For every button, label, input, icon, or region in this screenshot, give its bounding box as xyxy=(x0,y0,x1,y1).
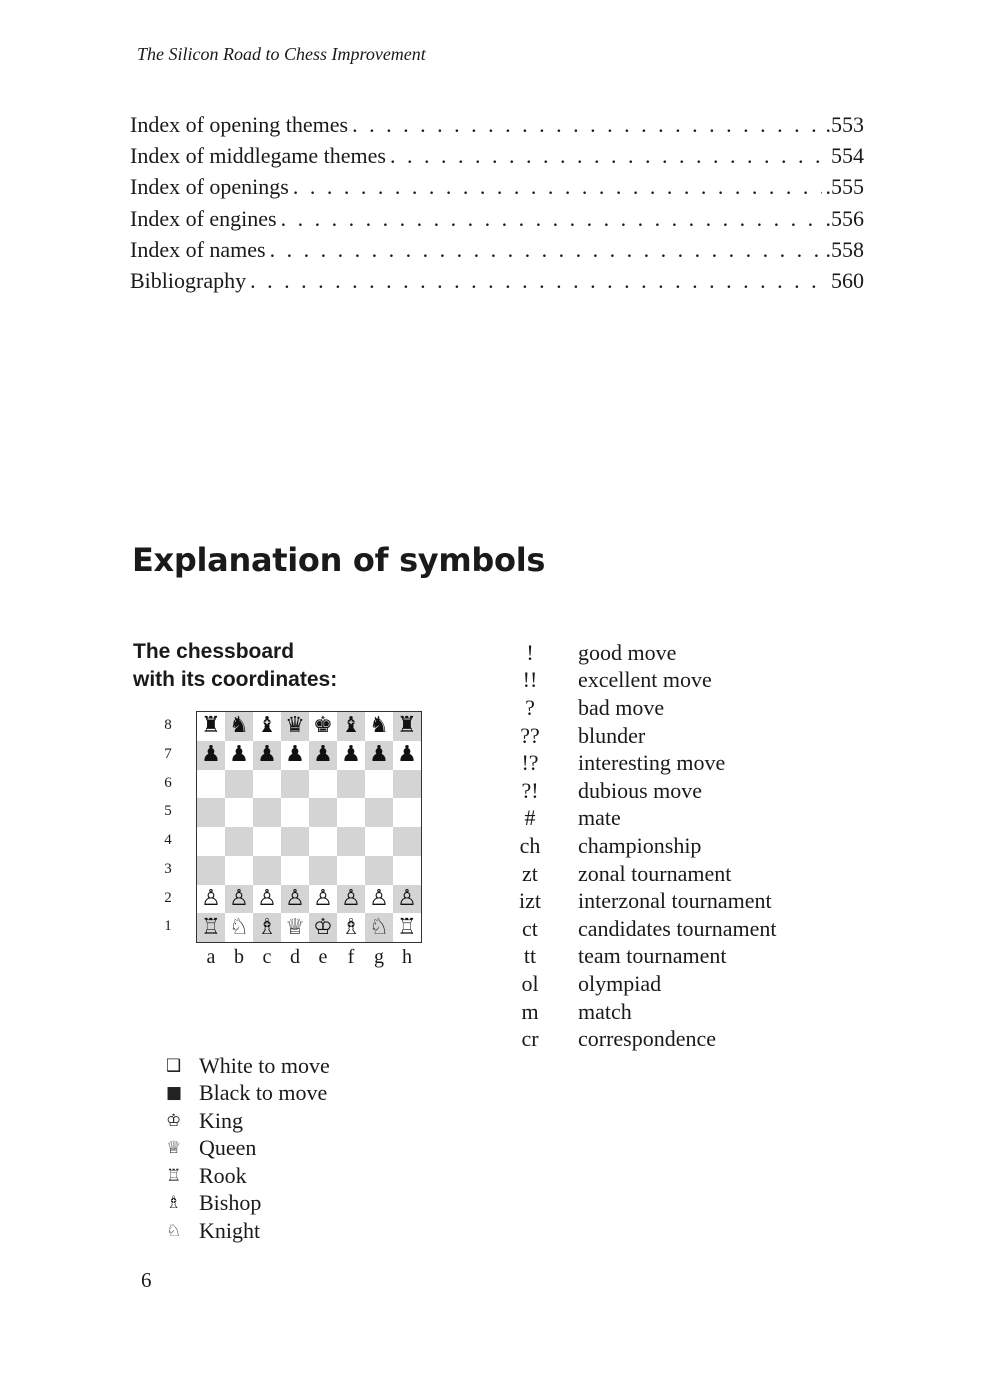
board-square: ♙ xyxy=(281,885,309,914)
toc-entry-page: .555 xyxy=(825,174,864,200)
board-square xyxy=(253,798,281,827)
board-square: ♙ xyxy=(393,885,421,914)
toc-leader-dots xyxy=(293,174,822,200)
rank-label: 2 xyxy=(164,889,172,906)
symbol-meaning: bad move xyxy=(578,694,665,720)
bishop-icon: ♗ xyxy=(166,1193,182,1214)
board-square: ♟ xyxy=(341,742,361,768)
board-square xyxy=(393,827,421,856)
toc-entry-page: 554 xyxy=(831,143,864,169)
symbol-code: ch xyxy=(519,832,541,858)
rank-label: 5 xyxy=(164,803,172,820)
symbol-row xyxy=(506,915,777,943)
board-square xyxy=(309,798,337,827)
symbol-meaning: team tournament xyxy=(578,943,727,969)
file-label: c xyxy=(262,946,272,968)
board-square xyxy=(337,856,365,885)
board-square: ♙ xyxy=(313,885,333,911)
board-square xyxy=(281,827,309,856)
board-square xyxy=(337,827,365,856)
board-caption-line: The chessboard xyxy=(133,640,295,663)
legend-item xyxy=(166,1135,330,1163)
symbol-row xyxy=(506,832,777,860)
board-square: ♙ xyxy=(369,885,389,911)
symbol-code: ct xyxy=(522,915,538,941)
board-square: ♕ xyxy=(285,914,305,940)
symbol-code: izt xyxy=(519,888,541,914)
table-of-contents xyxy=(130,112,864,299)
rank-label: 7 xyxy=(164,745,172,762)
toc-entry-page: .558 xyxy=(825,236,864,262)
symbol-meaning: candidates tournament xyxy=(578,915,777,941)
toc-entry xyxy=(130,237,864,268)
symbol-code: tt xyxy=(523,943,537,969)
file-label: g xyxy=(374,946,384,968)
symbol-meaning: dubious move xyxy=(578,777,703,803)
file-label: d xyxy=(290,946,300,968)
board-square xyxy=(281,856,309,885)
symbol-code: ?! xyxy=(521,777,539,803)
rank-label: 4 xyxy=(164,832,172,848)
board-square xyxy=(253,827,281,856)
board-square xyxy=(365,827,393,856)
symbol-code: zt xyxy=(522,860,538,886)
symbol-code: ? xyxy=(525,694,535,720)
symbol-row xyxy=(506,943,777,971)
board-square xyxy=(365,770,393,799)
symbol-row xyxy=(506,860,777,888)
symbol-row xyxy=(506,970,777,998)
toc-entry-label: Index of middlegame themes xyxy=(130,143,386,169)
toc-entry-label: Index of engines xyxy=(130,205,277,231)
board-square: ♝ xyxy=(257,713,277,739)
rank-label: 1 xyxy=(164,918,172,935)
symbol-row xyxy=(506,998,777,1026)
board-caption xyxy=(133,638,337,694)
symbol-table xyxy=(506,639,777,1053)
board-square: ♗ xyxy=(341,914,361,940)
symbol-row xyxy=(506,667,777,695)
king-icon: ♔ xyxy=(166,1110,182,1131)
board-square: ♔ xyxy=(309,913,337,942)
board-square: ♘ xyxy=(365,913,393,942)
board-square: ♟ xyxy=(365,741,393,770)
board-square xyxy=(225,827,253,856)
symbol-code: m xyxy=(521,998,539,1024)
toc-entry-page: .553 xyxy=(825,112,864,137)
symbol-meaning: championship xyxy=(578,832,702,858)
board-square xyxy=(225,798,253,827)
board-square: ♙ xyxy=(337,885,365,914)
legend-label: Queen xyxy=(199,1135,257,1161)
toc-entry-label: Bibliography xyxy=(130,267,247,293)
rook-icon: ♖ xyxy=(166,1165,182,1186)
legend-label: Rook xyxy=(199,1162,247,1188)
board-square: ♙ xyxy=(257,885,277,911)
board-square: ♟ xyxy=(229,742,249,768)
legend-item xyxy=(166,1052,330,1080)
legend-item xyxy=(166,1217,330,1245)
board-square: ♗ xyxy=(253,913,281,942)
board-square xyxy=(281,798,309,827)
board-square: ♖ xyxy=(397,914,417,940)
rank-label: 8 xyxy=(164,717,172,733)
legend-item xyxy=(166,1107,330,1135)
symbol-row xyxy=(506,694,777,722)
board-square: ♜ xyxy=(201,713,221,739)
symbol-meaning: match xyxy=(578,998,632,1024)
board-square xyxy=(197,827,225,856)
legend-label: Black to move xyxy=(199,1080,328,1106)
toc-entry-label: Index of openings xyxy=(130,174,289,200)
symbol-meaning: olympiad xyxy=(578,970,662,996)
symbol-code: ol xyxy=(521,970,539,996)
symbol-meaning: zonal tournament xyxy=(578,860,732,886)
legend-label: White to move xyxy=(199,1052,330,1078)
toc-entry xyxy=(130,143,864,174)
symbol-row xyxy=(506,805,777,833)
board-square: ♞ xyxy=(369,713,389,739)
toc-entry xyxy=(130,112,864,143)
board-square xyxy=(197,798,225,827)
board-square: ♞ xyxy=(225,712,253,741)
legend-label: King xyxy=(199,1107,243,1133)
board-square xyxy=(253,856,281,885)
board-square: ♖ xyxy=(197,913,225,942)
symbol-code: # xyxy=(524,805,536,831)
symbol-meaning: interesting move xyxy=(578,750,726,776)
board-square: ♟ xyxy=(397,742,417,768)
board-square: ♛ xyxy=(281,712,309,741)
symbol-row xyxy=(506,722,777,750)
file-label: a xyxy=(206,946,216,968)
board-square: ♙ xyxy=(201,885,221,911)
legend-item xyxy=(166,1080,330,1108)
board-caption-line: with its coordinates: xyxy=(133,668,338,691)
board-square xyxy=(253,770,281,799)
symbol-code: !! xyxy=(522,667,538,693)
board-square xyxy=(393,798,421,827)
board-square: ♙ xyxy=(225,885,253,914)
board-square xyxy=(225,856,253,885)
symbol-code: !? xyxy=(521,750,539,776)
page-number: 6 xyxy=(141,1268,152,1292)
board-square xyxy=(365,856,393,885)
toc-entry-label: Index of opening themes xyxy=(130,112,349,137)
toc-leader-dots xyxy=(352,112,821,138)
toc-entry xyxy=(130,174,864,205)
board-square xyxy=(309,770,337,799)
white-square-icon: ❑ xyxy=(166,1055,182,1076)
board-square: ♟ xyxy=(285,742,305,768)
board-square xyxy=(197,770,225,799)
symbol-meaning: excellent move xyxy=(578,667,712,693)
board-square: ♘ xyxy=(229,914,249,940)
legend-label: Knight xyxy=(199,1217,261,1243)
symbol-meaning: good move xyxy=(578,639,677,665)
board-square: ♟ xyxy=(197,741,225,770)
symbol-code: ! xyxy=(526,639,534,665)
piece-legend xyxy=(166,1052,330,1245)
symbol-row xyxy=(506,749,777,777)
symbol-row xyxy=(506,639,777,667)
section-title: Explanation of symbols xyxy=(132,541,546,579)
black-square-icon: ■ xyxy=(166,1083,183,1104)
board-square xyxy=(337,798,365,827)
toc-entry-page: .556 xyxy=(825,205,864,231)
symbol-meaning: blunder xyxy=(578,722,646,748)
knight-icon: ♘ xyxy=(166,1220,182,1241)
board-square xyxy=(281,770,309,799)
symbol-meaning: mate xyxy=(578,805,621,831)
board-square xyxy=(393,770,421,799)
toc-leader-dots xyxy=(250,268,827,294)
toc-entry-page: 560 xyxy=(831,267,864,293)
board-square: ♟ xyxy=(309,741,337,770)
toc-entry-label: Index of names xyxy=(130,236,266,262)
rank-label: 6 xyxy=(164,774,172,791)
board-square xyxy=(393,856,421,885)
board-square: ♚ xyxy=(313,713,333,739)
board-square: ♝ xyxy=(337,712,365,741)
board-square xyxy=(337,770,365,799)
board-square xyxy=(309,827,337,856)
symbol-row xyxy=(506,887,777,915)
symbol-row xyxy=(506,777,777,805)
board-square xyxy=(309,856,337,885)
running-head: The Silicon Road to Chess Improvement xyxy=(137,44,426,64)
symbol-code: ?? xyxy=(520,722,540,748)
symbol-row xyxy=(506,1025,777,1053)
board-square xyxy=(225,770,253,799)
toc-leader-dots xyxy=(281,206,822,232)
toc-leader-dots xyxy=(390,143,827,169)
board-square: ♜ xyxy=(393,712,421,741)
file-label: f xyxy=(347,946,355,968)
legend-item xyxy=(166,1190,330,1218)
symbol-meaning: interzonal tournament xyxy=(578,888,772,914)
board-square xyxy=(197,856,225,885)
rank-label: 3 xyxy=(164,860,172,877)
board-square: ♟ xyxy=(253,741,281,770)
chessboard xyxy=(196,711,422,943)
file-label: b xyxy=(234,946,244,968)
file-label: h xyxy=(402,946,412,968)
symbol-meaning: correspondence xyxy=(578,1026,717,1052)
toc-entry xyxy=(130,206,864,237)
toc-entry xyxy=(130,268,864,299)
legend-item xyxy=(166,1162,330,1190)
file-label: e xyxy=(318,946,328,968)
legend-label: Bishop xyxy=(199,1190,262,1216)
toc-leader-dots xyxy=(270,237,822,263)
board-square xyxy=(365,798,393,827)
queen-icon: ♕ xyxy=(166,1138,182,1159)
symbol-code: cr xyxy=(521,1026,539,1052)
